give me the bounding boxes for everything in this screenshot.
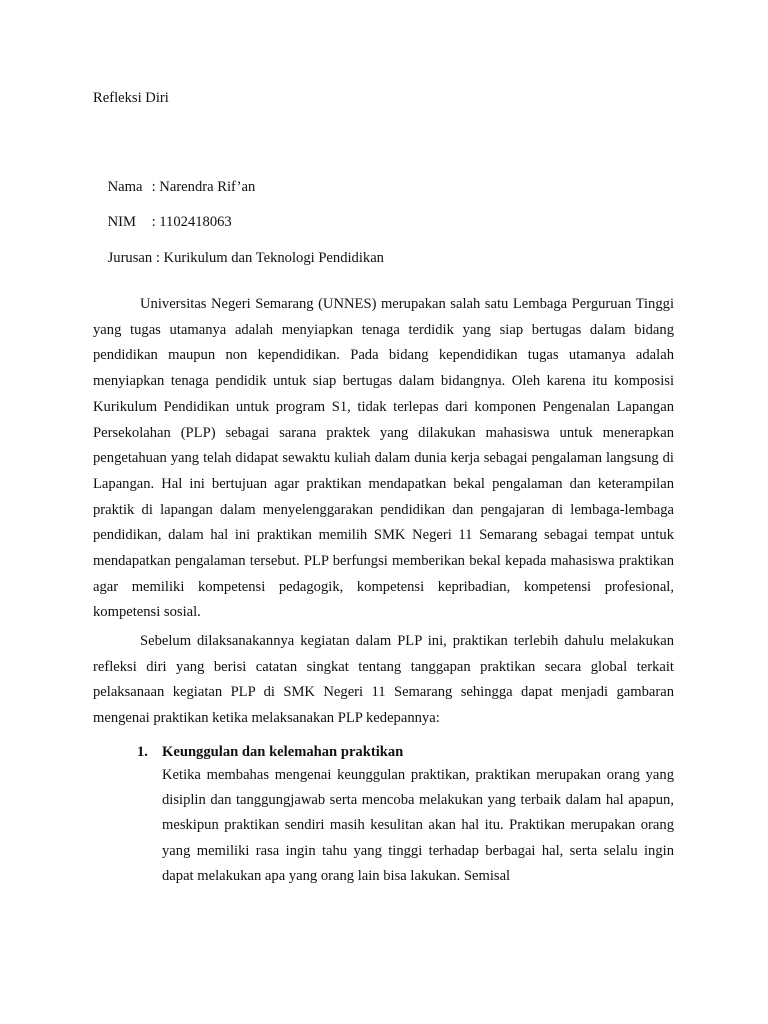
jurusan-value: : Kurikulum dan Teknologi Pendidikan (155, 250, 384, 266)
nim-value: : 1102418063 (151, 214, 232, 230)
jurusan-label: Jurusan (107, 250, 153, 266)
identity-jurusan-row (93, 228, 384, 288)
nim-label: NIM (107, 214, 136, 230)
name-label: Nama (107, 179, 143, 195)
name-value: : Narendra Rif’an (151, 179, 256, 195)
paragraph-intro: Universitas Negeri Semarang (UNNES) merupakan salah satu Lembaga Perguruan Tinggi yang tugas utamanya adalah menyiapkan tenaga terdidik yang siap bertugas dalam bidang pendidikan maupun non kependidikan. Pada bidang kependidikan tugas utamanya adalah menyiapkan tenaga pendidik untuk siap bertugas dalam bidangnya. Oleh karena itu komposisi Kurikulum Pendidikan untuk program S1, tidak terlepas dari komponen Pengenalan Lapangan Persekolahan (PLP) sebagai sarana praktek yang dilakukan mahasiswa untuk menerapkan pengetahuan yang telah didapat sewaktu kuliah dalam dunia kerja sebagai pengalaman langsung di Lapangan. Hal ini bertujuan agar praktikan mendapatkan bekal pengalaman dan keterampilan praktik di lapangan dalam menyelenggarakan pendidikan dan pengajaran di lembaga-lembaga pendidikan, dalam hal ini praktikan memilih SMK Negeri 11 Semarang sebagai tempat untuk mendapatkan pengalaman tersebut. PLP berfungsi memberikan bekal kepada mahasiswa praktikan agar memiliki kompetensi pedagogik, kompetensi kepribadian, kompetensi profesional, kompetensi sosial. (93, 296, 674, 621)
list-item-heading: Keunggulan dan kelemahan praktikan (162, 744, 404, 760)
document-title: Refleksi Diri (93, 90, 169, 106)
list-item-body: Ketika membahas mengenai keunggulan praktikan, praktikan merupakan orang yang disiplin dan tanggungjawab serta mencoba melakukan yang terbaik dalam hal apapun, meskipun praktikan sendiri masih kesulitan akan hal itu. Praktikan merupakan orang yang memiliki rasa ingin tahu yang tinggi terhadap berbagai hal, serta selalu ingin dapat melakukan apa yang orang lain bisa lakukan. Semisal (162, 767, 674, 884)
paragraph-reflection: Sebelum dilaksanakannya kegiatan dalam PLP ini, praktikan terlebih dahulu melakukan refleksi diri yang berisi catatan singkat tentang tanggapan praktikan secara global terkait pelaksanaan kegiatan PLP di SMK Negeri 11 Semarang sehingga dapat menjadi gambaran mengenai praktikan ketika melaksanakan PLP kedepannya: (93, 633, 674, 727)
list-item-number: 1. (137, 744, 148, 760)
